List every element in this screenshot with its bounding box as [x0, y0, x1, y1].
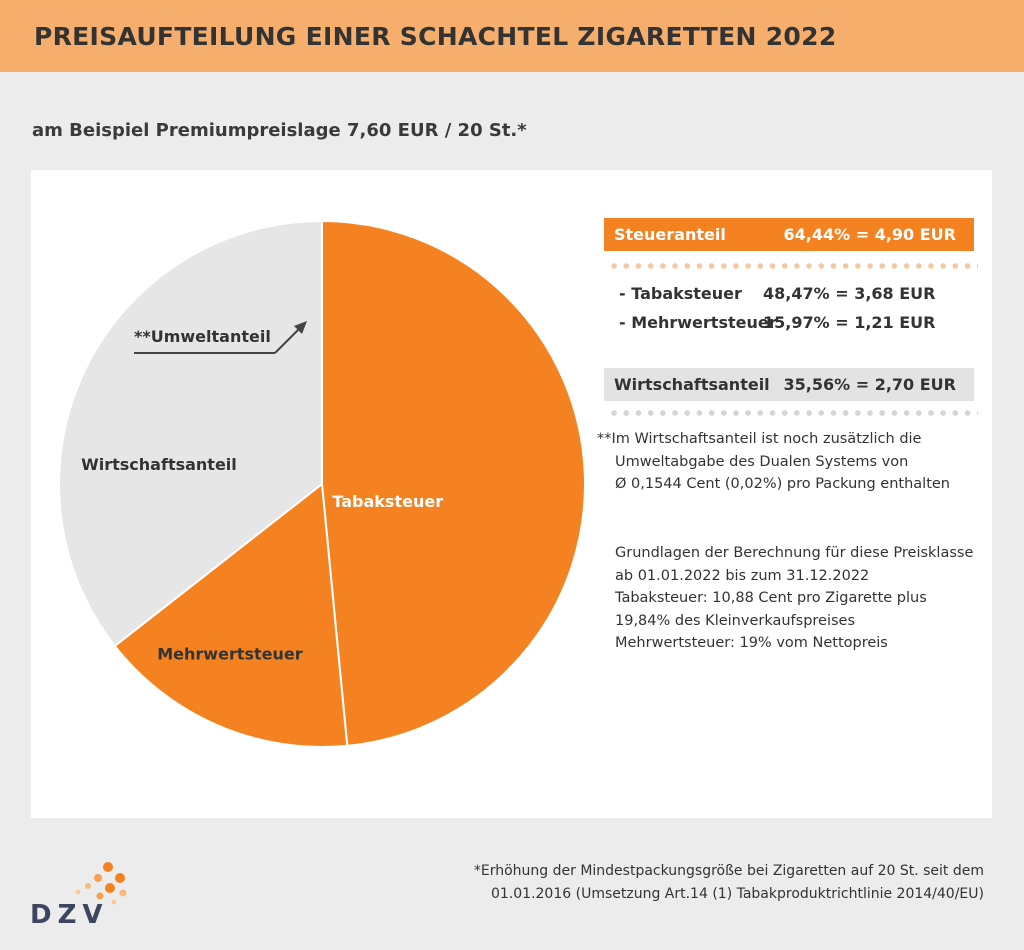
umwelt-note: [597, 428, 950, 496]
umwelt-note-line: **Im Wirtschaftsanteil ist noch zusätzlich die: [597, 431, 922, 447]
footnote-line: 01.01.2016 (Umsetzung Art.14 (1) Tabakproduktrichtlinie 2014/40/EU): [491, 886, 984, 902]
tabaksteuer-label: - Tabaksteuer: [619, 284, 742, 303]
dzv-logo: [28, 860, 138, 930]
header-bar: [0, 0, 1024, 72]
umwelt-note-line: Ø 0,1544 Cent (0,02%) pro Packung enthalten: [615, 476, 951, 492]
umwelt-note-line: Umweltabgabe des Dualen Systems von: [615, 453, 909, 470]
grundlagen-note-line: 19,84% des Kleinverkaufspreises: [615, 612, 856, 629]
footnote-line: *Erhöhung der Mindestpackungsgröße bei Zigaretten auf 20 St. seit dem: [473, 863, 984, 879]
logo-text: DZV: [30, 900, 109, 930]
wirtschaftsanteil-bar: [604, 368, 974, 401]
grundlagen-note-line: Tabaksteuer: 10,88 Cent pro Zigarette plus: [615, 590, 927, 606]
mehrwertsteuer-row: [619, 313, 936, 332]
mehrwertsteuer-value: 15,97% = 1,21 EUR: [763, 313, 936, 332]
tabaksteuer-value: 48,47% = 3,68 EUR: [763, 284, 936, 303]
steueranteil-label: Steueranteil: [614, 225, 726, 244]
mehrwertsteuer-label: - Mehrwertsteuer: [619, 313, 777, 332]
steueranteil-bar: [604, 218, 974, 251]
page-title: PREISAUFTEILUNG EINER SCHACHTEL ZIGARETTEN 2022: [34, 22, 837, 51]
chart-panel: [31, 170, 992, 818]
grundlagen-note-line: ab 01.01.2022 bis zum 31.12.2022: [615, 567, 870, 584]
grundlagen-note: [615, 542, 973, 655]
slice-label-mehrwertsteuer: Mehrwertsteuer: [157, 644, 303, 664]
slice-label-tabaksteuer: Tabaksteuer: [332, 491, 444, 511]
dotted-divider-grey: [608, 409, 978, 417]
slice-label-wirtschaftsanteil: Wirtschaftsanteil: [81, 455, 237, 475]
footnote: [444, 860, 984, 906]
steueranteil-value: 64,44% = 4,90 EUR: [783, 225, 956, 244]
grundlagen-note-line: Mehrwertsteuer: 19% vom Nettopreis: [615, 635, 888, 651]
wirtschaftsanteil-label: Wirtschaftsanteil: [614, 375, 770, 394]
logo-dots-icon: [28, 860, 138, 905]
grundlagen-note-line: Grundlagen der Berechnung für diese Preisklasse: [615, 545, 974, 561]
subtitle: am Beispiel Premiumpreislage 7,60 EUR / 20 St.*: [32, 120, 527, 141]
dotted-divider-orange: [608, 262, 978, 270]
tabaksteuer-row: [619, 284, 936, 303]
annotation-label: **Umweltanteil: [134, 327, 271, 346]
wirtschaftsanteil-value: 35,56% = 2,70 EUR: [783, 375, 956, 394]
pie-slice-tabaksteuer: [322, 221, 585, 746]
